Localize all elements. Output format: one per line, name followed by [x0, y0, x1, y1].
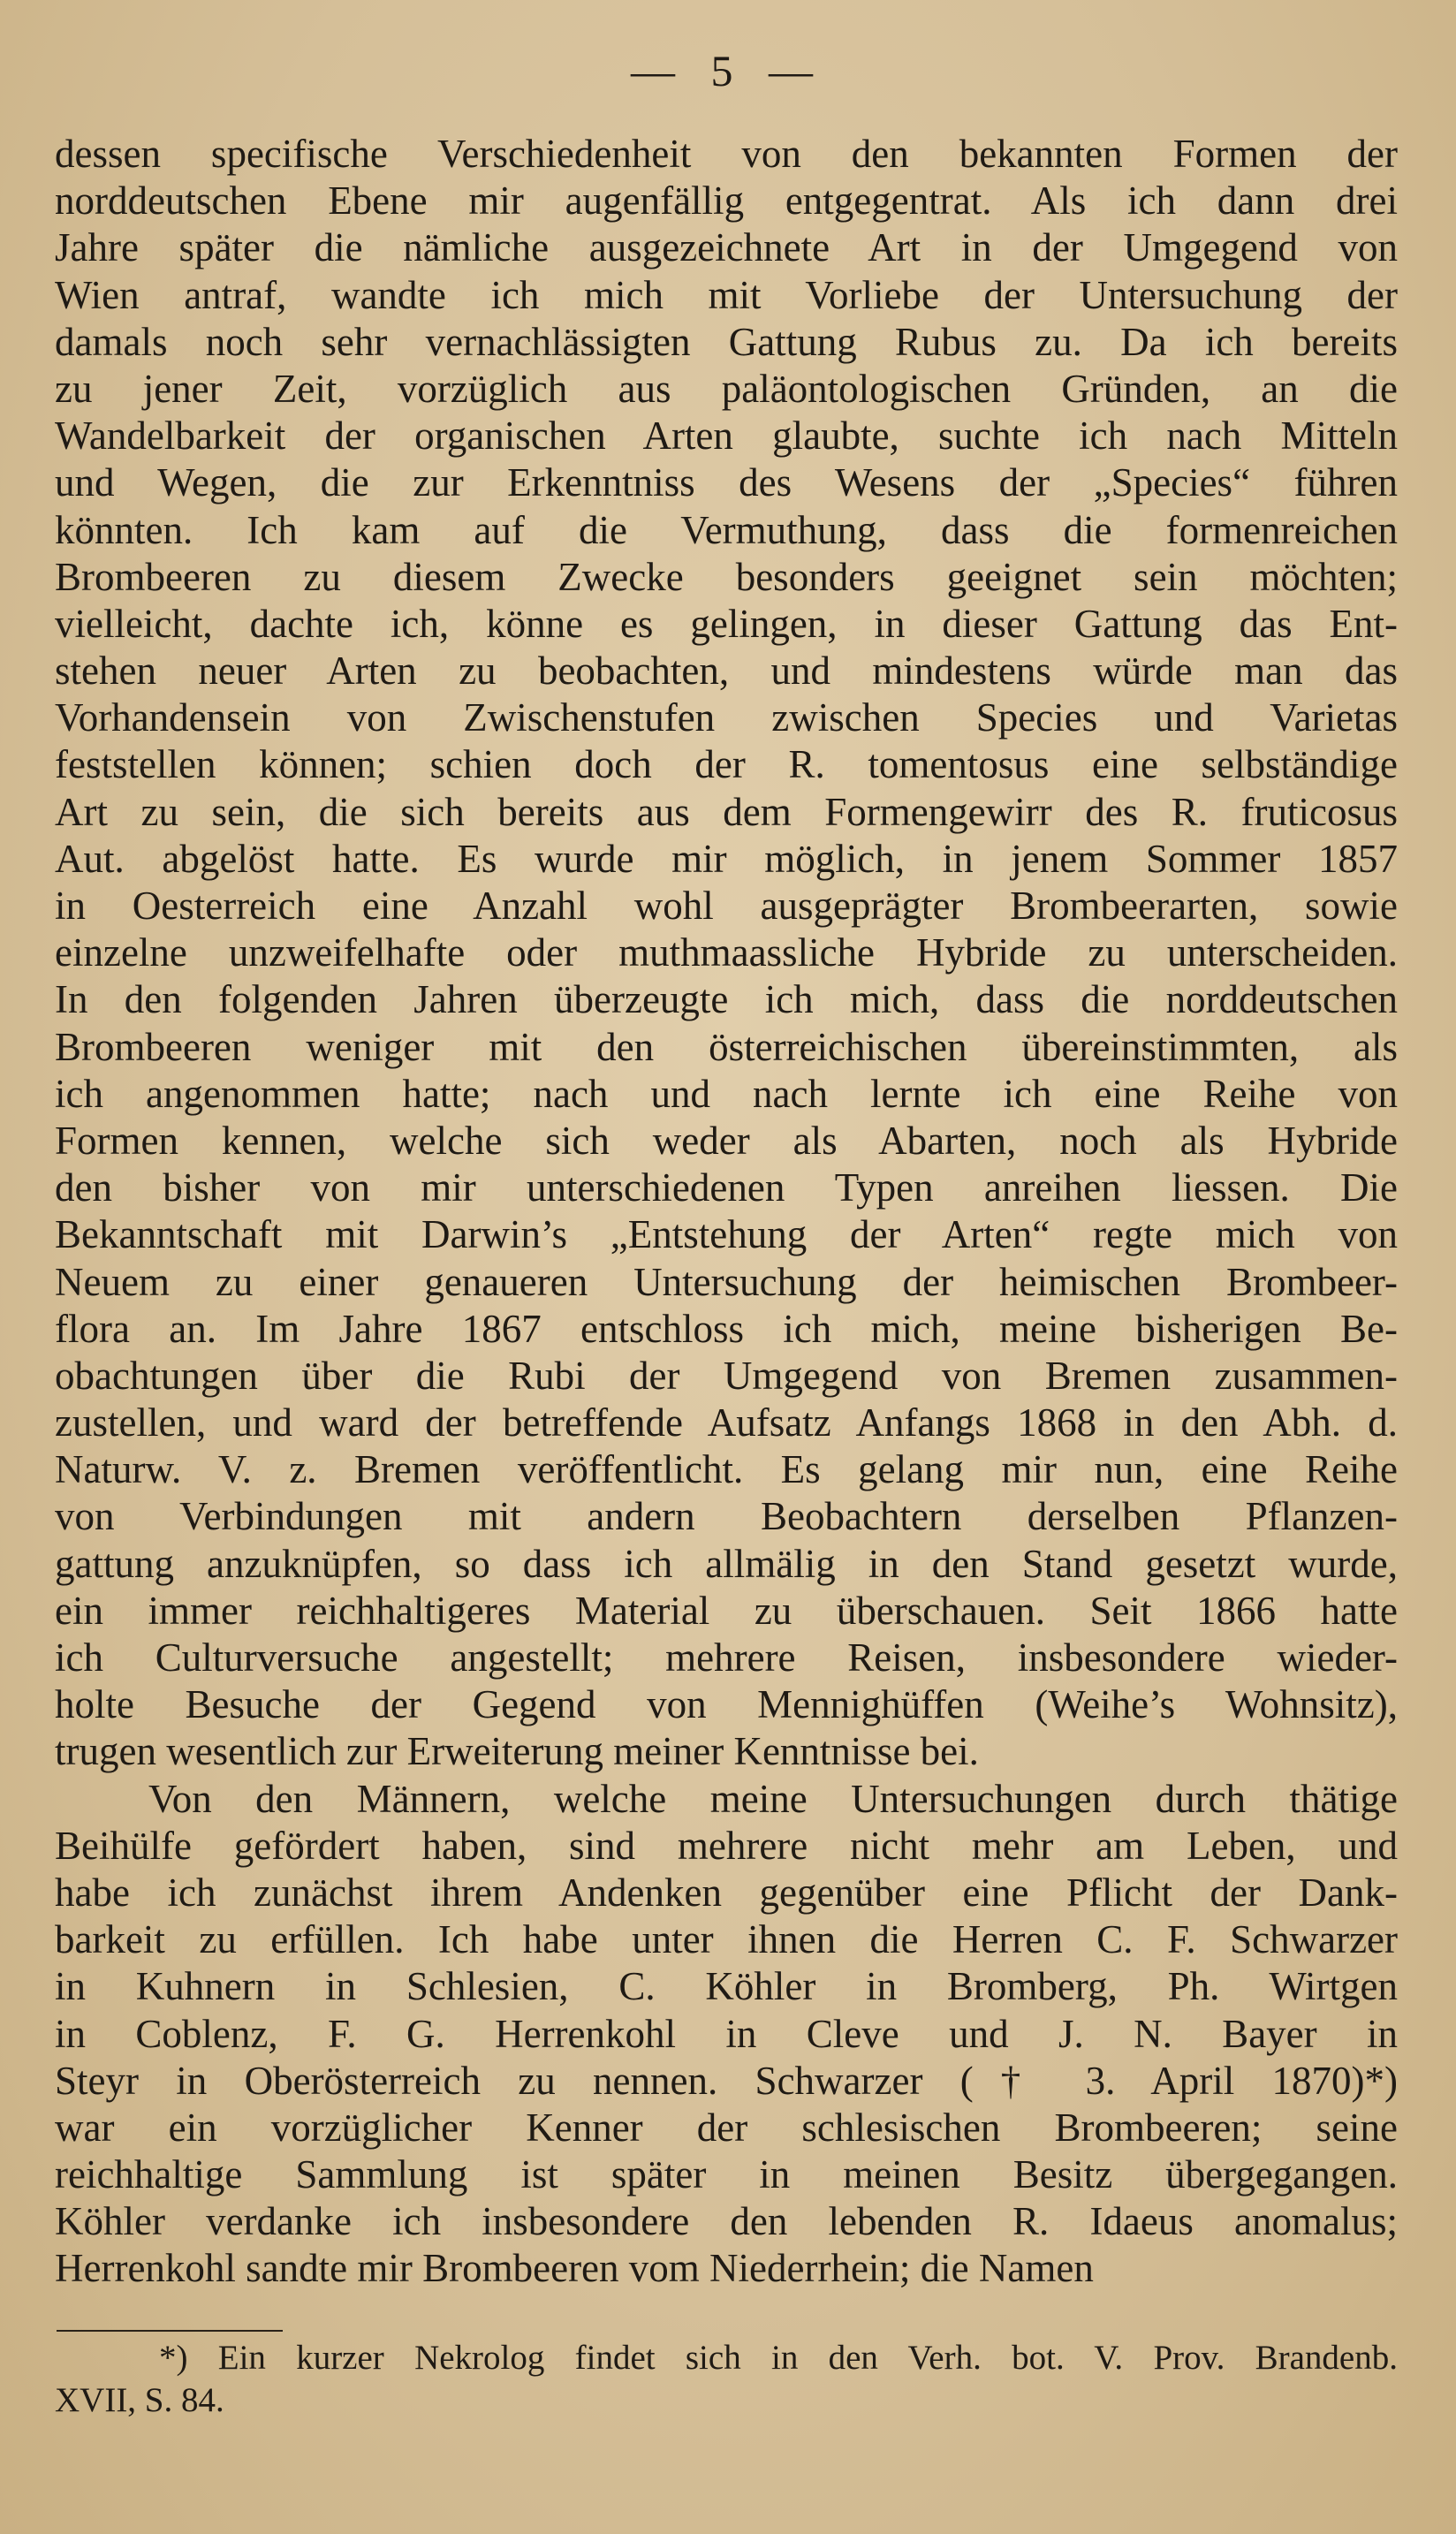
- text-line: zu jener Zeit, vorzüglich aus paläontologischen Gründen, an die: [55, 366, 1398, 411]
- text-line: von Verbindungen mit andern Beobachtern derselben Pflanzen-: [55, 1494, 1398, 1539]
- text-line: Brombeeren weniger mit den österreichischen übereinstimmten, als: [55, 1024, 1398, 1069]
- text-line: in Coblenz, F. G. Herrenkohl in Cleve und J. N. Bayer in: [55, 2011, 1398, 2056]
- text-line: war ein vorzüglicher Kenner der schlesischen Brombeeren; seine: [55, 2105, 1398, 2150]
- text-line: könnten. Ich kam auf die Vermuthung, dass die formenreichen: [55, 507, 1398, 552]
- footnote-divider: [57, 2330, 283, 2332]
- text-line: Bekanntschaft mit Darwin’s „Entstehung der Arten“ regte mich von: [55, 1212, 1398, 1257]
- text-line: Jahre später die nämliche ausgezeichnete Art in der Umgegend von: [55, 225, 1398, 270]
- text-line: Aut. abgelöst hatte. Es wurde mir möglich, in jenem Sommer 1857: [55, 836, 1398, 881]
- text-line: ein immer reichhaltigeres Material zu überschauen. Seit 1866 hatte: [55, 1588, 1398, 1633]
- text-line: trugen wesentlich zur Erweiterung meiner Kenntnisse bei.: [55, 1729, 979, 1774]
- text-line: in Kuhnern in Schlesien, C. Köhler in Bromberg, Ph. Wirtgen: [55, 1964, 1398, 2009]
- footnote-line: *) Ein kurzer Nekrolog findet sich in den Verh. bot. V. Prov. Brandenb.: [159, 2339, 1398, 2377]
- text-line: dessen specifische Verschiedenheit von den bekannten Formen der: [55, 132, 1398, 176]
- text-line: Art zu sein, die sich bereits aus dem Formengewirr des R. fruticosus: [55, 789, 1398, 834]
- text-line: Neuem zu einer genaueren Untersuchung der heimischen Brombeer-: [55, 1259, 1398, 1304]
- text-line: damals noch sehr vernachlässigten Gattung Rubus zu. Da ich bereits: [55, 319, 1398, 364]
- text-line: Beihülfe gefördert haben, sind mehrere nicht mehr am Leben, und: [55, 1823, 1398, 1868]
- text-line: und Wegen, die zur Erkenntniss des Wesens der „Species“ führen: [55, 460, 1398, 505]
- text-line: zustellen, und ward der betreffende Aufsatz Anfangs 1868 in den Abh. d.: [55, 1400, 1398, 1445]
- text-line: In den folgenden Jahren überzeugte ich mich, dass die norddeutschen: [55, 977, 1398, 1022]
- text-line: Von den Männern, welche meine Untersuchungen durch thätige: [148, 1776, 1398, 1821]
- text-line: obachtungen über die Rubi der Umgegend von Bremen zusammen-: [55, 1353, 1398, 1398]
- text-line: ich angenommen hatte; nach und nach lernte ich eine Reihe von: [55, 1071, 1398, 1116]
- text-line: in Oesterreich eine Anzahl wohl ausgeprägter Brombeerarten, sowie: [55, 884, 1398, 928]
- footnote: [55, 2337, 1398, 2422]
- text-line: Naturw. V. z. Bremen veröffentlicht. Es gelang mir nun, eine Reihe: [55, 1447, 1398, 1492]
- body-text: [55, 131, 1398, 2293]
- text-line: Köhler verdanke ich insbesondere den lebenden R. Idaeus anomalus;: [55, 2199, 1398, 2244]
- text-line: feststellen können; schien doch der R. tomentosus eine selbständige: [55, 742, 1398, 787]
- text-line: holte Besuche der Gegend von Mennighüffen (Weihe’s Wohnsitz),: [55, 1682, 1398, 1727]
- text-line: Vorhandensein von Zwischenstufen zwischen Species und Varietas: [55, 695, 1398, 740]
- text-line: Formen kennen, welche sich weder als Abarten, noch als Hybride: [55, 1118, 1398, 1163]
- paragraph-2: [55, 1776, 1398, 2293]
- text-line: Wien antraf, wandte ich mich mit Vorliebe der Untersuchung der: [55, 272, 1398, 317]
- paragraph-1: [55, 131, 1398, 1776]
- text-line: habe ich zunächst ihrem Andenken gegenüber eine Pflicht der Dank-: [55, 1870, 1398, 1915]
- footnote-line: XVII, S. 84.: [55, 2381, 224, 2419]
- text-line: Steyr in Oberösterreich zu nennen. Schwarzer († 3. April 1870)*): [55, 2058, 1398, 2103]
- text-line: einzelne unzweifelhafte oder muthmaassliche Hybride zu unterscheiden.: [55, 930, 1398, 975]
- text-line: Wandelbarkeit der organischen Arten glaubte, suchte ich nach Mitteln: [55, 413, 1398, 459]
- text-line: stehen neuer Arten zu beobachten, und mindestens würde man das: [55, 649, 1398, 694]
- text-line: gattung anzuknüpfen, so dass ich allmälig in den Stand gesetzt wurde,: [55, 1541, 1398, 1586]
- text-line: Brombeeren zu diesem Zwecke besonders geeignet sein möchten;: [55, 554, 1398, 599]
- text-line: barkeit zu erfüllen. Ich habe unter ihnen die Herren C. F. Schwarzer: [55, 1917, 1398, 1962]
- text-line: ich Culturversuche angestellt; mehrere Reisen, insbesondere wieder-: [55, 1635, 1398, 1680]
- page-number: — 5 —: [631, 46, 825, 95]
- text-line: den bisher von mir unterschiedenen Typen anreihen liessen. Die: [55, 1165, 1398, 1210]
- text-line: reichhaltige Sammlung ist später in meinen Besitz übergegangen.: [55, 2152, 1398, 2197]
- text-line: Herrenkohl sandte mir Brombeeren vom Niederrhein; die Namen: [55, 2246, 1094, 2291]
- text-line: norddeutschen Ebene mir augenfällig entgegentrat. Als ich dann drei: [55, 178, 1398, 224]
- text-line: flora an. Im Jahre 1867 entschloss ich mich, meine bisherigen Be-: [55, 1306, 1398, 1351]
- text-line: vielleicht, dachte ich, könne es gelingen, in dieser Gattung das Ent-: [55, 601, 1398, 646]
